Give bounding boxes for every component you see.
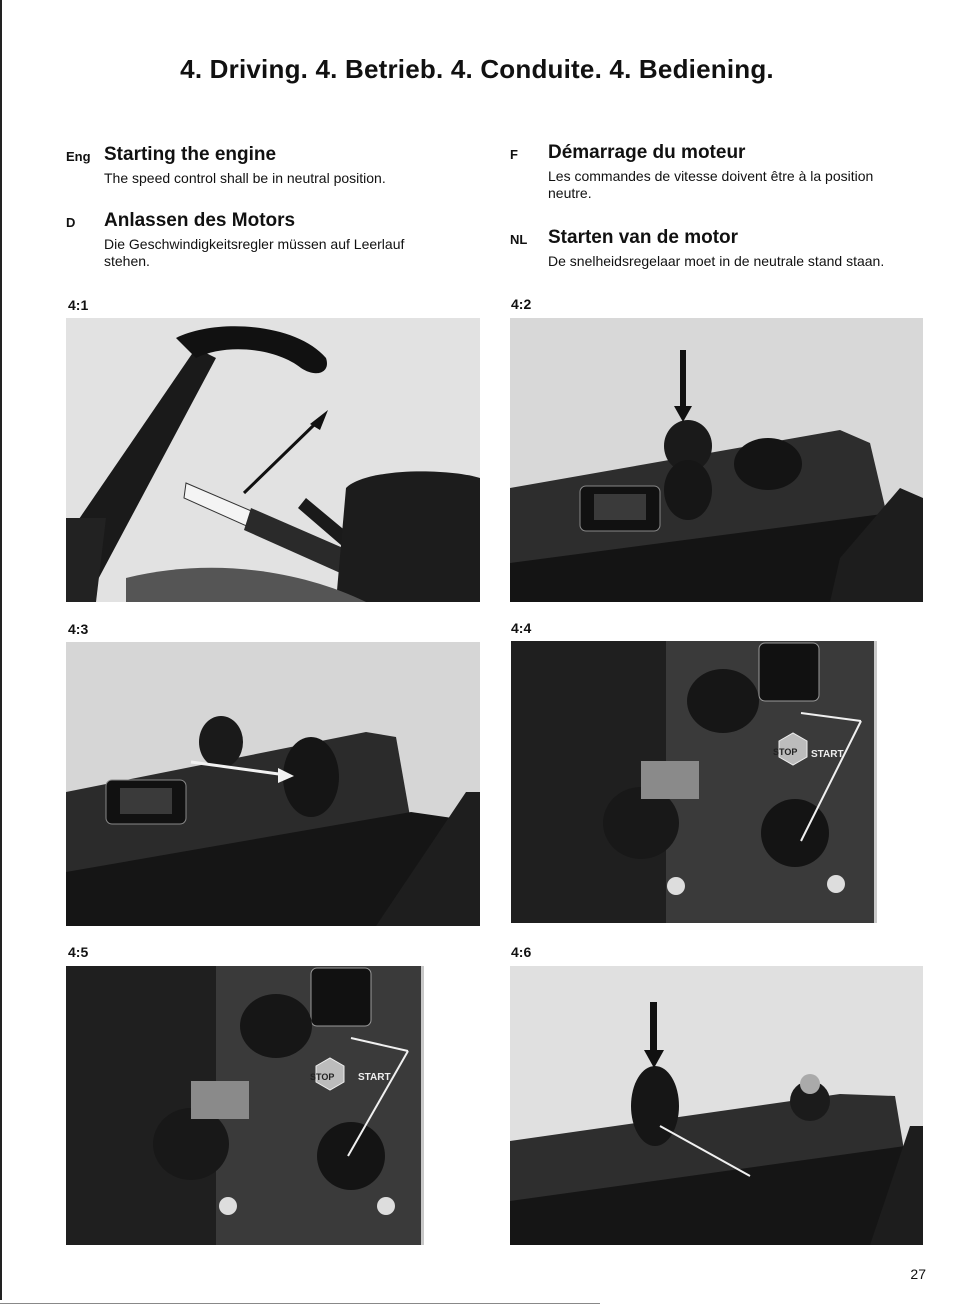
section-nl: [510, 227, 940, 270]
start-label: START: [358, 1072, 391, 1083]
page-number: 27: [910, 1266, 926, 1282]
figure-label: 4:4: [511, 620, 532, 636]
section-heading: Démarrage du moteur: [548, 142, 746, 163]
section-d: [66, 210, 466, 270]
figure-label: 4:6: [511, 944, 532, 960]
figure-label: 4:2: [511, 296, 532, 312]
language-code: NL: [510, 232, 528, 247]
bottom-rule: [0, 1303, 600, 1304]
photo-figure-4-6: [510, 966, 923, 1245]
photo-figure-4-5: [66, 966, 424, 1245]
language-code: Eng: [66, 149, 91, 164]
page-title: 4. Driving. 4. Betrieb. 4. Conduite. 4. Bediening.: [180, 54, 774, 84]
start-label: START: [811, 749, 844, 760]
figure-label: 4:1: [68, 297, 89, 313]
language-code: D: [66, 215, 76, 230]
photo-figure-4-4: [511, 641, 877, 923]
section-heading: Starten van de motor: [548, 227, 739, 248]
section-text: Les commandes de vitesse doivent être à la position neutre.: [548, 168, 874, 201]
page-left-rule: [0, 0, 2, 1300]
stop-label: STOP: [773, 747, 798, 757]
section-eng: [66, 144, 466, 187]
section-text: The speed control shall be in neutral position.: [104, 170, 386, 186]
figure-label: 4:5: [68, 944, 89, 960]
section-text: Die Geschwindigkeitsregler müssen auf Leerlauf stehen.: [104, 236, 405, 269]
section-heading: Anlassen des Motors: [104, 210, 296, 231]
language-code: F: [510, 147, 518, 162]
photo-figure-4-3: [66, 642, 480, 926]
photo-figure-4-1: [66, 318, 480, 602]
stop-label: STOP: [310, 1072, 335, 1082]
section-heading: Starting the engine: [104, 144, 277, 165]
figure-label: 4:3: [68, 621, 89, 637]
photo-figure-4-2: [510, 318, 923, 602]
section-text: De snelheidsregelaar moet in de neutrale stand staan.: [548, 253, 885, 269]
section-f: [510, 142, 930, 202]
